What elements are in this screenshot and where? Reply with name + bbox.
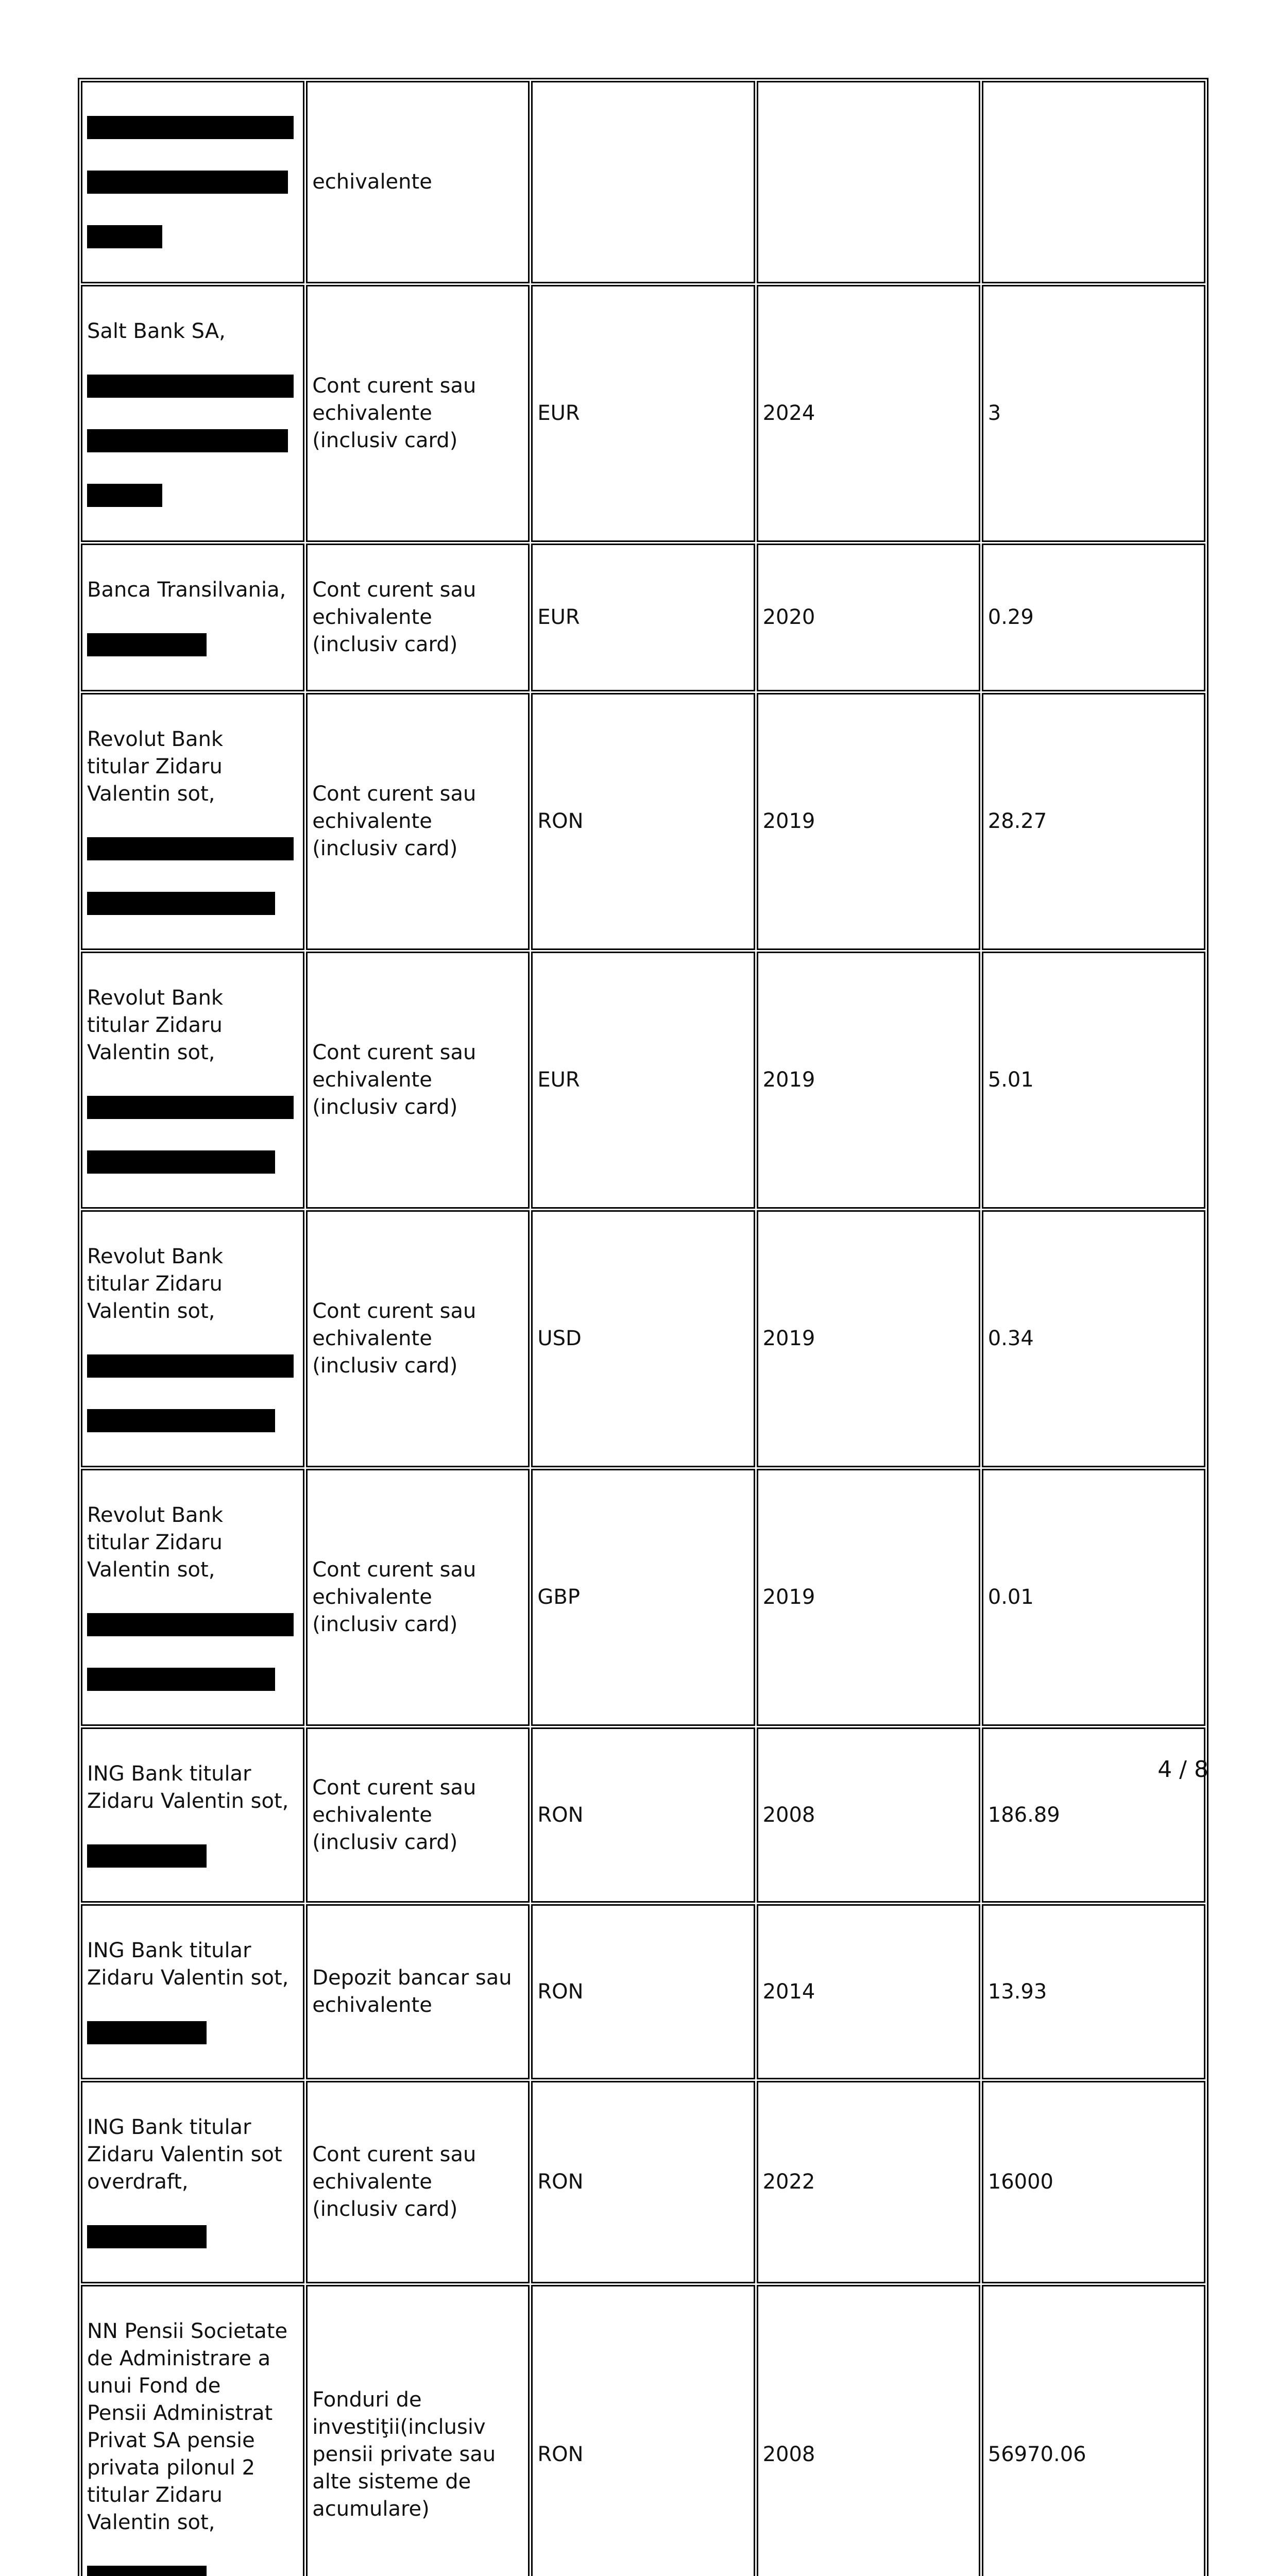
asset-type-cell: Cont curent sau echivalente (inclusiv card) [306, 952, 530, 1209]
table-row [81, 2081, 1205, 2283]
table-body [81, 81, 1205, 2576]
amount-cell: 56970.06 [982, 2285, 1205, 2576]
currency-cell [531, 81, 755, 283]
redacted-text [87, 429, 288, 452]
institution-cell [81, 2285, 304, 2576]
amount-cell: 0.34 [982, 1210, 1205, 1467]
year-cell: 2019 [757, 1469, 980, 1726]
asset-type-cell: Cont curent sau echivalente (inclusiv card) [306, 693, 530, 950]
institution-name: ING Bank titular Zidaru Valentin sot, [87, 1939, 289, 1990]
currency-cell: EUR [531, 952, 755, 1209]
amount-cell: 3 [982, 285, 1205, 542]
redacted-text [87, 633, 207, 656]
institution-name: Revolut Bank titular Zidaru Valentin sot, [87, 986, 224, 1064]
institution-cell [81, 952, 304, 1209]
year-cell: 2022 [757, 2081, 980, 2283]
asset-type-cell: echivalente [306, 81, 530, 283]
amount-cell [982, 81, 1205, 283]
institution-name: ING Bank titular Zidaru Valentin sot, [87, 1762, 289, 1813]
redacted-text [87, 892, 275, 915]
year-cell: 2014 [757, 1904, 980, 2079]
amount-cell: 186.89 [982, 1727, 1205, 1903]
year-cell: 2008 [757, 2285, 980, 2576]
asset-type-cell: Cont curent sau echivalente (inclusiv card) [306, 1210, 530, 1467]
table-row [81, 81, 1205, 283]
currency-cell: RON [531, 1904, 755, 2079]
institution-name: Salt Bank SA, [87, 319, 226, 343]
year-cell: 2019 [757, 693, 980, 950]
currency-cell: EUR [531, 285, 755, 542]
table-row [81, 693, 1205, 950]
amount-cell: 13.93 [982, 1904, 1205, 2079]
year-cell [757, 81, 980, 283]
assets-table [78, 78, 1208, 2576]
institution-cell [81, 1904, 304, 2079]
amount-cell: 0.29 [982, 544, 1205, 691]
currency-cell: RON [531, 693, 755, 950]
redacted-text [87, 375, 294, 398]
table-row [81, 285, 1205, 542]
year-cell: 2020 [757, 544, 980, 691]
redacted-text [87, 837, 294, 860]
table-row [81, 1469, 1205, 1726]
asset-type-cell: Fonduri de investiţii(inclusiv pensii private sau alte sisteme de acumulare) [306, 2285, 530, 2576]
institution-cell [81, 1210, 304, 1467]
institution-cell [81, 544, 304, 691]
asset-type-cell: Cont curent sau echivalente (inclusiv card) [306, 2081, 530, 2283]
currency-cell: RON [531, 1727, 755, 1903]
redacted-text [87, 1844, 207, 1868]
asset-type-cell: Cont curent sau echivalente (inclusiv card) [306, 544, 530, 691]
redacted-text [87, 1150, 275, 1174]
currency-cell: USD [531, 1210, 755, 1467]
amount-cell: 5.01 [982, 952, 1205, 1209]
table-row [81, 2285, 1205, 2576]
redacted-text [87, 1613, 294, 1636]
redacted-text [87, 2021, 207, 2044]
redacted-text [87, 1096, 294, 1119]
year-cell: 2008 [757, 1727, 980, 1903]
redacted-text [87, 116, 294, 139]
amount-cell: 28.27 [982, 693, 1205, 950]
institution-cell [81, 1469, 304, 1726]
redacted-text [87, 171, 288, 194]
institution-name: Revolut Bank titular Zidaru Valentin sot, [87, 727, 224, 806]
currency-cell: EUR [531, 544, 755, 691]
table-row [81, 1210, 1205, 1467]
currency-cell: RON [531, 2285, 755, 2576]
asset-type-cell: Depozit bancar sau echivalente [306, 1904, 530, 2079]
redacted-text [87, 2225, 207, 2248]
redacted-text [87, 1409, 275, 1432]
institution-cell [81, 693, 304, 950]
asset-type-cell: Cont curent sau echivalente (inclusiv card) [306, 285, 530, 542]
year-cell: 2019 [757, 952, 980, 1209]
currency-cell: RON [531, 2081, 755, 2283]
year-cell: 2019 [757, 1210, 980, 1467]
amount-cell: 16000 [982, 2081, 1205, 2283]
institution-name: Revolut Bank titular Zidaru Valentin sot, [87, 1503, 224, 1582]
institution-cell [81, 1727, 304, 1903]
redacted-text [87, 2566, 207, 2576]
asset-type-cell: Cont curent sau echivalente (inclusiv card) [306, 1727, 530, 1903]
amount-cell: 0.01 [982, 1469, 1205, 1726]
asset-type-cell: Cont curent sau echivalente (inclusiv card) [306, 1469, 530, 1726]
table-row [81, 1727, 1205, 1903]
year-cell: 2024 [757, 285, 980, 542]
redacted-text [87, 1354, 294, 1378]
institution-name: Banca Transilvania, [87, 578, 286, 602]
institution-name: Revolut Bank titular Zidaru Valentin sot, [87, 1245, 224, 1323]
currency-cell: GBP [531, 1469, 755, 1726]
table-row [81, 952, 1205, 1209]
institution-cell [81, 81, 304, 283]
page-number: 4 / 8 [1157, 1756, 1208, 1783]
institution-name: NN Pensii Societate de Administrare a unui Fond de Pensii Administrat Privat SA pensie privata pilonul 2 titular Zidaru Valentin sot, [87, 2319, 288, 2534]
table-row [81, 544, 1205, 691]
redacted-text [87, 1668, 275, 1691]
institution-cell [81, 285, 304, 542]
institution-cell [81, 2081, 304, 2283]
table-row [81, 1904, 1205, 2079]
redacted-text [87, 484, 162, 507]
redacted-text [87, 225, 162, 248]
institution-name: ING Bank titular Zidaru Valentin sot overdraft, [87, 2115, 282, 2194]
